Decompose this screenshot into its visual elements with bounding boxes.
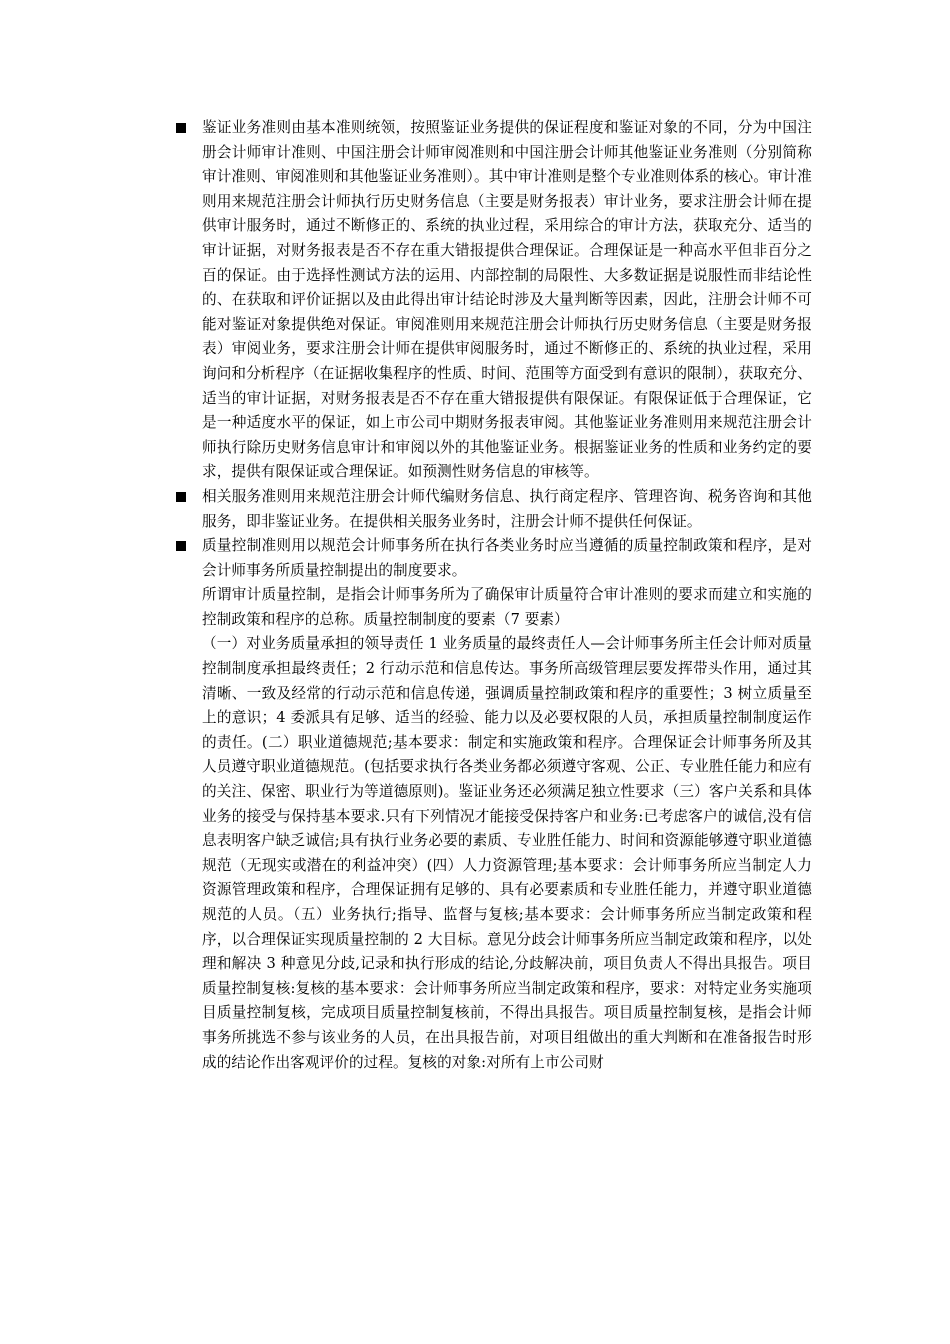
paragraph-quality-control-definition: 所谓审计质量控制，是指会计师事务所为了确保审计质量符合审计准则的要求而建立和实施的控制政策和程序的总称。质量控制制度的要素（7 要素） (202, 586, 812, 628)
paragraph-related-services: 相关服务准则用来规范注册会计师代编财务信息、执行商定程序、管理咨询、税务咨询和其他服务，即非鉴证业务。在提供相关服务业务时，注册会计师不提供任何保证。 (202, 487, 812, 530)
bullet-item-related-services (172, 485, 812, 534)
paragraph-assurance-standards: 鉴证业务准则由基本准则统领，按照鉴证业务提供的保证程度和鉴证对象的不同，分为中国注册会计师审计准则、中国注册会计师审阅准则和中国注册会计师其他鉴证业务准则（分别简称审计准则、审阅准则和其他鉴证业务准则）。其中审计准则是整个专业准则体系的核心。审计准则用来规范注册会计师执行历史财务信息（主要是财务报表）审计业务，要求注册会计师在提供审计服务时，通过不断修正的、系统的执业过程，采用综合的审计方法，获取充分、适当的审计证据，对财务报表是否不存在重大错报提供合理保证。合理保证是一种高水平但非百分之百的保证。由于选择性测试方法的运用、内部控制的局限性、大多数证据是说服性而非结论性的、在获取和评价证据以及由此得出审计结论时涉及大量判断等因素，因此，注册会计师不可能对鉴证对象提供绝对保证。审阅准则用来规范注册会计师执行历史财务信息（主要是财务报表）审阅业务，要求注册会计师在提供审阅服务时，通过不断修正的、系统的执业过程，采用询问和分析程序（在证据收集程序的性质、时间、范围等方面受到有意识的限制），获取充分、适当的审计证据，对财务报表是否不存在重大错报提供有限保证。有限保证低于合理保证，它是一种适度水平的保证，如上市公司中期财务报表审阅。其他鉴证业务准则用来规范注册会计师执行除历史财务信息审计和审阅以外的其他鉴证业务。根据鉴证业务的性质和业务约定的要求，提供有限保证或合理保证。如预测性财务信息的审核等。 (202, 119, 812, 481)
bullet-item-body (202, 485, 812, 534)
bullet-item-quality-control (172, 534, 812, 1075)
paragraph-quality-control-intro: 质量控制准则用以规范会计师事务所在执行各类业务时应当遵循的质量控制政策和程序，是对会计师事务所质量控制提出的制度要求。 (202, 537, 812, 579)
square-bullet-icon (172, 534, 202, 560)
square-bullet-icon (172, 116, 202, 142)
bullet-item-assurance-standards (172, 116, 812, 485)
bullet-item-body (202, 116, 812, 485)
square-bullet-icon (172, 485, 202, 511)
document-body (172, 116, 812, 1075)
paragraph-quality-control-elements: （一）对业务质量承担的领导责任 1 业务质量的最终责任人—会计师事务所主任会计师对质量控制制度承担最终责任；2 行动示范和信息传达。事务所高级管理层要发挥带头作用，通过其清晰、一致及经常的行动示范和信息传递，强调质量控制政策和程序的重要性；3 树立质量至上的意识；4 委派具有足够、适当的经验、能力以及必要权限的人员，承担质量控制制度运作的责任。(二）职业道德规范;基本要求：制定和实施政策和程序。合理保证会计师事务所及其人员遵守职业道德规范。(包括要求执行各类业务都必须遵守客观、公正、专业胜任能力和应有的关注、保密、职业行为等道德原则)。鉴证业务还必须满足独立性要求（三）客户关系和具体业务的接受与保持基本要求.只有下列情况才能接受保持客户和业务:已考虑客户的诚信,没有信息表明客户缺乏诚信;具有执行业务必要的素质、专业胜任能力、时间和资源能够遵守职业道德规范（无现实或潜在的利益冲突）(四）人力资源管理;基本要求：会计师事务所应当制定人力资源管理政策和程序，合理保证拥有足够的、具有必要素质和专业胜任能力，并遵守职业道德规范的人员。（五）业务执行;指导、监督与复核;基本要求：会计师事务所应当制定政策和程序，以合理保证实现质量控制的 2 大目标。意见分歧会计师事务所应当制定政策和程序，以处理和解决 3 种意见分歧,记录和执行形成的结论,分歧解决前，项目负责人不得出具报告。项目质量控制复核:复核的基本要求：会计师事务所应当制定政策和程序，要求：对特定业务实施项目质量控制复核，完成项目质量控制复核前，不得出具报告。项目质量控制复核，是指会计师事务所挑选不参与该业务的人员，在出具报告前，对项目组做出的重大判断和在准备报告时形成的结论作出客观评价的过程。复核的对象:对所有上市公司财 (202, 635, 812, 1071)
bullet-item-body (202, 534, 812, 1075)
